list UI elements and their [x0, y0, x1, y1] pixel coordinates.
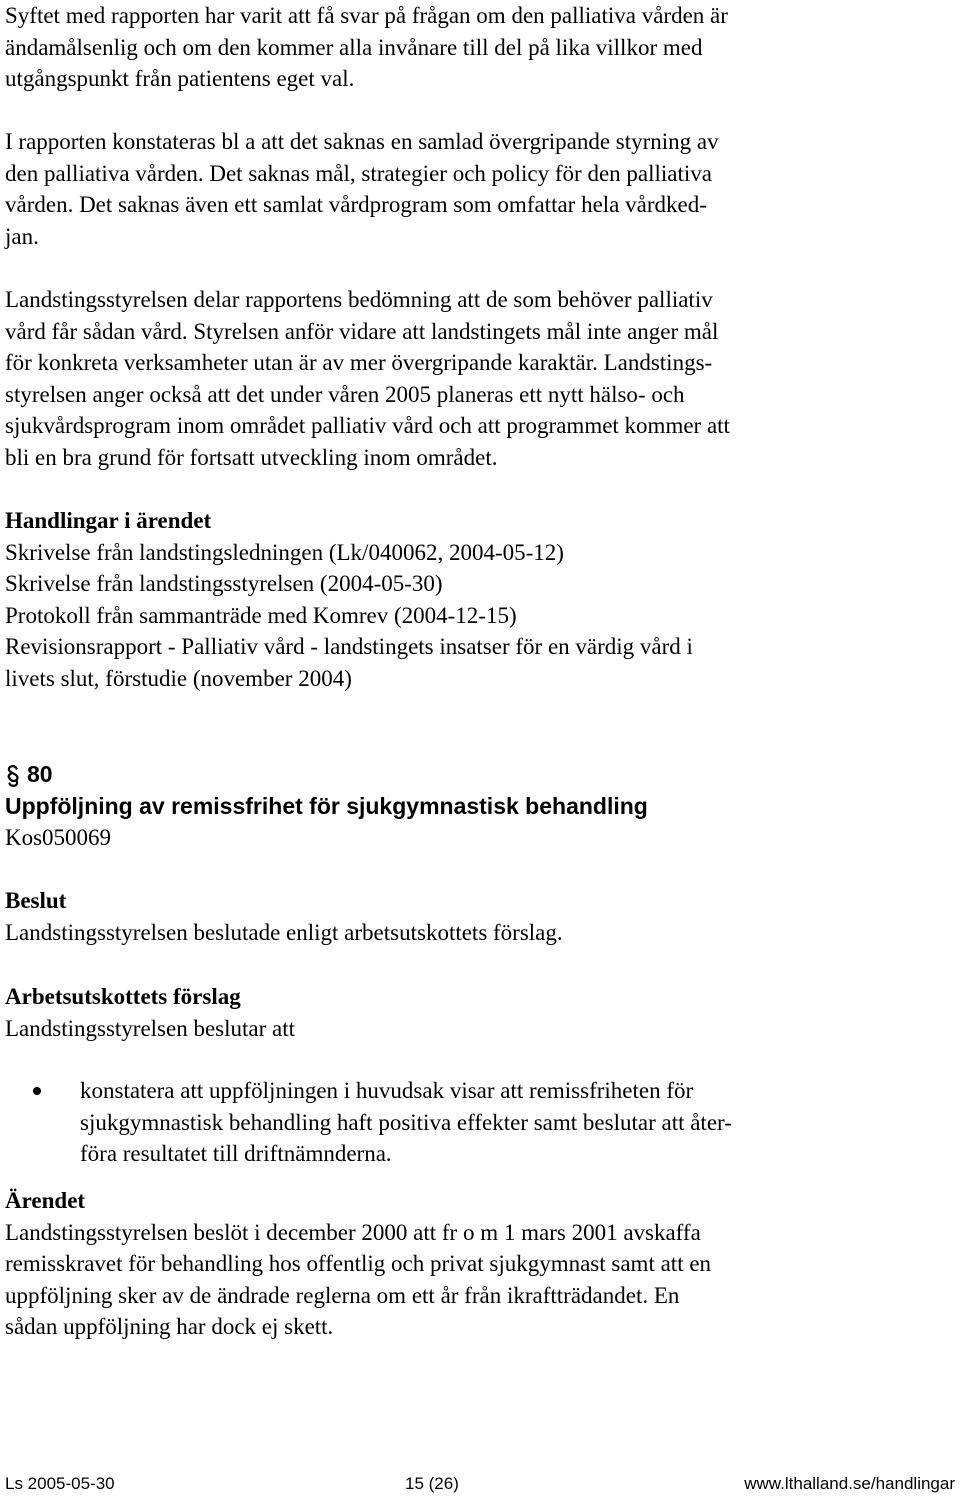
- proposal-bullet-list: [5, 1075, 955, 1170]
- footer-page-number: 15 (26): [405, 1474, 459, 1493]
- board-paragraph: [5, 284, 730, 473]
- intro-paragraph: [5, 0, 728, 95]
- bullet-line: konstatera att uppföljningen i huvudsak visar att remissfriheten för: [80, 1078, 694, 1103]
- reference-number: Kos050069: [5, 825, 112, 850]
- text-line: Landstingsstyrelsen delar rapportens bedömning att de som behöver palliativ: [5, 287, 713, 312]
- findings-paragraph: [5, 126, 719, 252]
- documents-section: [5, 505, 693, 694]
- footer-url[interactable]: www.lthalland.se/handlingar: [744, 1474, 955, 1493]
- page-footer: [5, 1473, 955, 1497]
- text-line: vård får sådan vård. Styrelsen anför vidare att landstingets mål inte anger mål: [5, 318, 719, 344]
- decision-text: Landstingsstyrelsen beslutade enligt arbetsutskottets förslag.: [5, 919, 563, 945]
- matter-heading: Ärendet: [5, 1188, 86, 1213]
- text-line: sjukvårdsprogram inom området palliativ vård och att programmet kommer att: [5, 413, 730, 438]
- text-line: Syftet med rapporten har varit att få svar på frågan om den palliativa vården är: [5, 3, 728, 28]
- section-sign-icon: [5, 763, 21, 789]
- document-item: Skrivelse från landstingsledningen (Lk/040062, 2004-05-12): [5, 539, 564, 565]
- decision-section: [5, 885, 563, 948]
- documents-heading: Handlingar i ärendet: [5, 508, 212, 533]
- section-number: [5, 758, 648, 790]
- document-item: Revisionsrapport - Palliativ vård - landstingets insatser för en värdig vård i: [5, 634, 693, 659]
- text-line: jan.: [5, 223, 39, 249]
- text-line: för konkreta verksamheter utan är av mer övergripande karaktär. Landstings-: [5, 350, 713, 375]
- proposal-section: [5, 981, 955, 1170]
- text-line: utgångspunkt från patientens eget val.: [5, 66, 355, 91]
- text-line: den palliativa vården. Det saknas mål, strategier och policy för den palliativa: [5, 160, 712, 186]
- text-line: ändamålsenlig och om den kommer alla invånare till del på lika villkor med: [5, 34, 703, 60]
- proposal-intro: Landstingsstyrelsen beslutar att: [5, 1015, 295, 1041]
- section-number-text: 80: [27, 761, 53, 787]
- bullet-line: sjukgymnastisk behandling haft positiva effekter samt beslutar att åter-: [80, 1109, 732, 1135]
- section-80: [5, 758, 648, 854]
- matter-section: [5, 1185, 711, 1343]
- text-line: uppföljning sker av de ändrade reglerna om ett år från ikraftträdandet. En: [5, 1282, 680, 1308]
- bullet-dot-icon: [33, 1087, 41, 1095]
- text-line: sådan uppföljning har dock ej skett.: [5, 1314, 334, 1339]
- document-item: Skrivelse från landstingsstyrelsen (2004-05-30): [5, 571, 443, 596]
- text-line: styrelsen anger också att det under våren 2005 planeras ett nytt hälso- och: [5, 381, 685, 407]
- document-item: Protokoll från sammanträde med Komrev (2004-12-15): [5, 602, 517, 628]
- footer-date: Ls 2005-05-30: [5, 1474, 115, 1493]
- proposal-heading: Arbetsutskottets förslag: [5, 984, 241, 1009]
- section-title: Uppföljning av remissfrihet för sjukgymnastisk behandling: [5, 793, 648, 819]
- text-line: I rapporten konstateras bl a att det saknas en samlad övergripande styrning av: [5, 129, 719, 154]
- text-line: Landstingsstyrelsen beslöt i december 2000 att fr o m 1 mars 2001 avskaffa: [5, 1219, 701, 1245]
- bullet-line: föra resultatet till driftnämnderna.: [80, 1141, 392, 1166]
- decision-heading: Beslut: [5, 888, 67, 913]
- document-item: livets slut, förstudie (november 2004): [5, 665, 352, 691]
- text-line: vården. Det saknas även ett samlat vårdprogram som omfattar hela vårdked-: [5, 192, 707, 217]
- text-line: bli en bra grund för fortsatt utveckling inom området.: [5, 444, 498, 470]
- text-line: remisskravet för behandling hos offentlig och privat sjukgymnast samt att en: [5, 1251, 712, 1276]
